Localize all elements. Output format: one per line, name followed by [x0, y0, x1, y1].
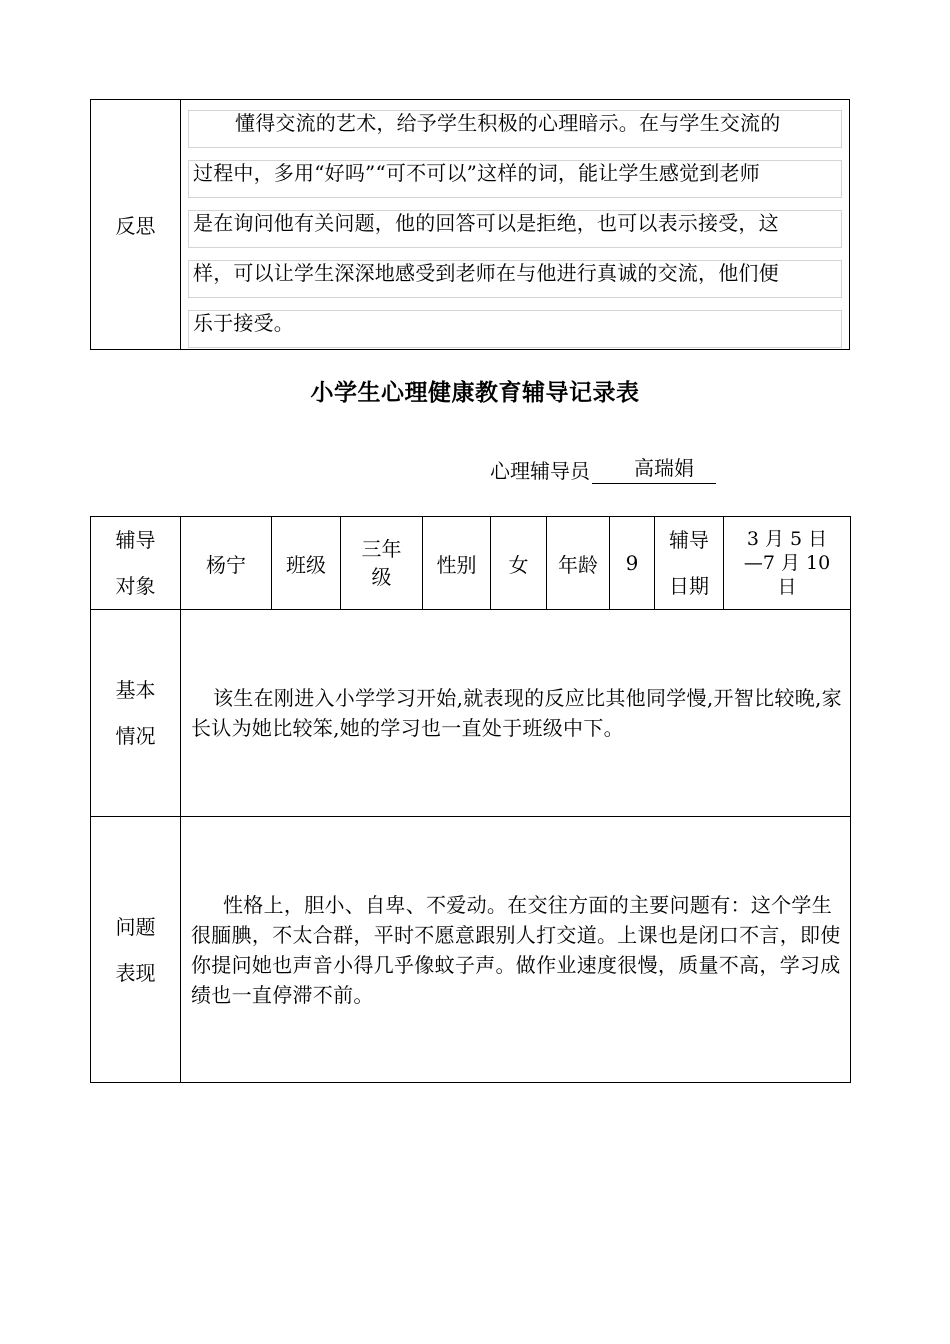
age-label-cell: 年龄 — [547, 517, 610, 610]
record-table — [90, 516, 851, 1083]
gender-value-cell[interactable]: 女 — [491, 517, 547, 610]
subject-label-cell — [91, 517, 181, 610]
problem-label-line: 表现 — [115, 960, 156, 985]
date-label-line: 日期 — [669, 574, 709, 598]
date-label-line: 辅导 — [669, 528, 709, 552]
basic-row — [91, 610, 851, 817]
basic-text: 该生在刚进入小学学习开始,就表现的反应比其他同学慢,开智比较晚,家长认为她比较笨,她的学习也一直处于班级中下。 — [191, 686, 842, 740]
date-value-line: —7 月 10 — [743, 552, 831, 574]
counselor-field — [490, 452, 716, 484]
problem-row — [91, 817, 851, 1083]
class-value-line: 级 — [371, 565, 392, 589]
reflection-line[interactable]: 懂得交流的艺术，给予学生积极的心理暗示。在与学生交流的 — [188, 110, 842, 148]
info-row — [91, 517, 851, 610]
subject-label-line: 对象 — [115, 574, 156, 598]
date-value-line: 日 — [777, 576, 797, 598]
page-title: 小学生心理健康教育辅导记录表 — [310, 380, 640, 406]
counselor-label: 心理辅导员 — [490, 459, 590, 483]
date-value-line: 3 月 5 日 — [746, 528, 828, 550]
basic-text-cell[interactable] — [181, 610, 851, 817]
date-label-cell — [655, 517, 724, 610]
problem-label-cell — [91, 817, 181, 1083]
reflection-line[interactable]: 是在询问他有关问题，他的回答可以是拒绝，也可以表示接受，这 — [188, 210, 842, 248]
class-value-cell[interactable] — [341, 517, 423, 610]
basic-label-line: 基本 — [115, 678, 156, 702]
reflection-line[interactable]: 过程中，多用“好吗”“可不可以”这样的词，能让学生感觉到老师 — [188, 160, 842, 198]
reflection-table — [90, 99, 850, 350]
problem-label-line: 问题 — [115, 914, 156, 939]
basic-label-line: 情况 — [115, 724, 156, 748]
reflection-line[interactable]: 样，可以让学生深深地感受到老师在与他进行真诚的交流，他们便 — [188, 260, 842, 298]
reflection-content — [188, 110, 842, 360]
counselor-name[interactable]: 高瑞娟 — [592, 452, 716, 484]
gender-label-cell: 性别 — [423, 517, 491, 610]
problem-text-cell[interactable] — [181, 817, 851, 1083]
subject-name-cell[interactable]: 杨宁 — [181, 517, 272, 610]
basic-label-cell — [91, 610, 181, 817]
reflection-label: 反思 — [91, 100, 181, 349]
reflection-line[interactable]: 乐于接受。 — [188, 310, 842, 348]
date-value-cell[interactable] — [724, 517, 851, 610]
subject-label-line: 辅导 — [115, 528, 156, 552]
class-label-cell: 班级 — [272, 517, 341, 610]
problem-text: 性格上，胆小、自卑、不爱动。在交往方面的主要问题有：这个学生很腼腆，不太合群，平时不愿意跟别人打交道。上课也是闭口不言，即使你提问她也声音小得几乎像蚊子声。做作业速度很慢，质量不高，学习成绩也一直停滞不前。 — [191, 892, 841, 1007]
age-value-cell[interactable]: 9 — [610, 517, 655, 610]
class-value-line: 三年 — [361, 537, 402, 561]
